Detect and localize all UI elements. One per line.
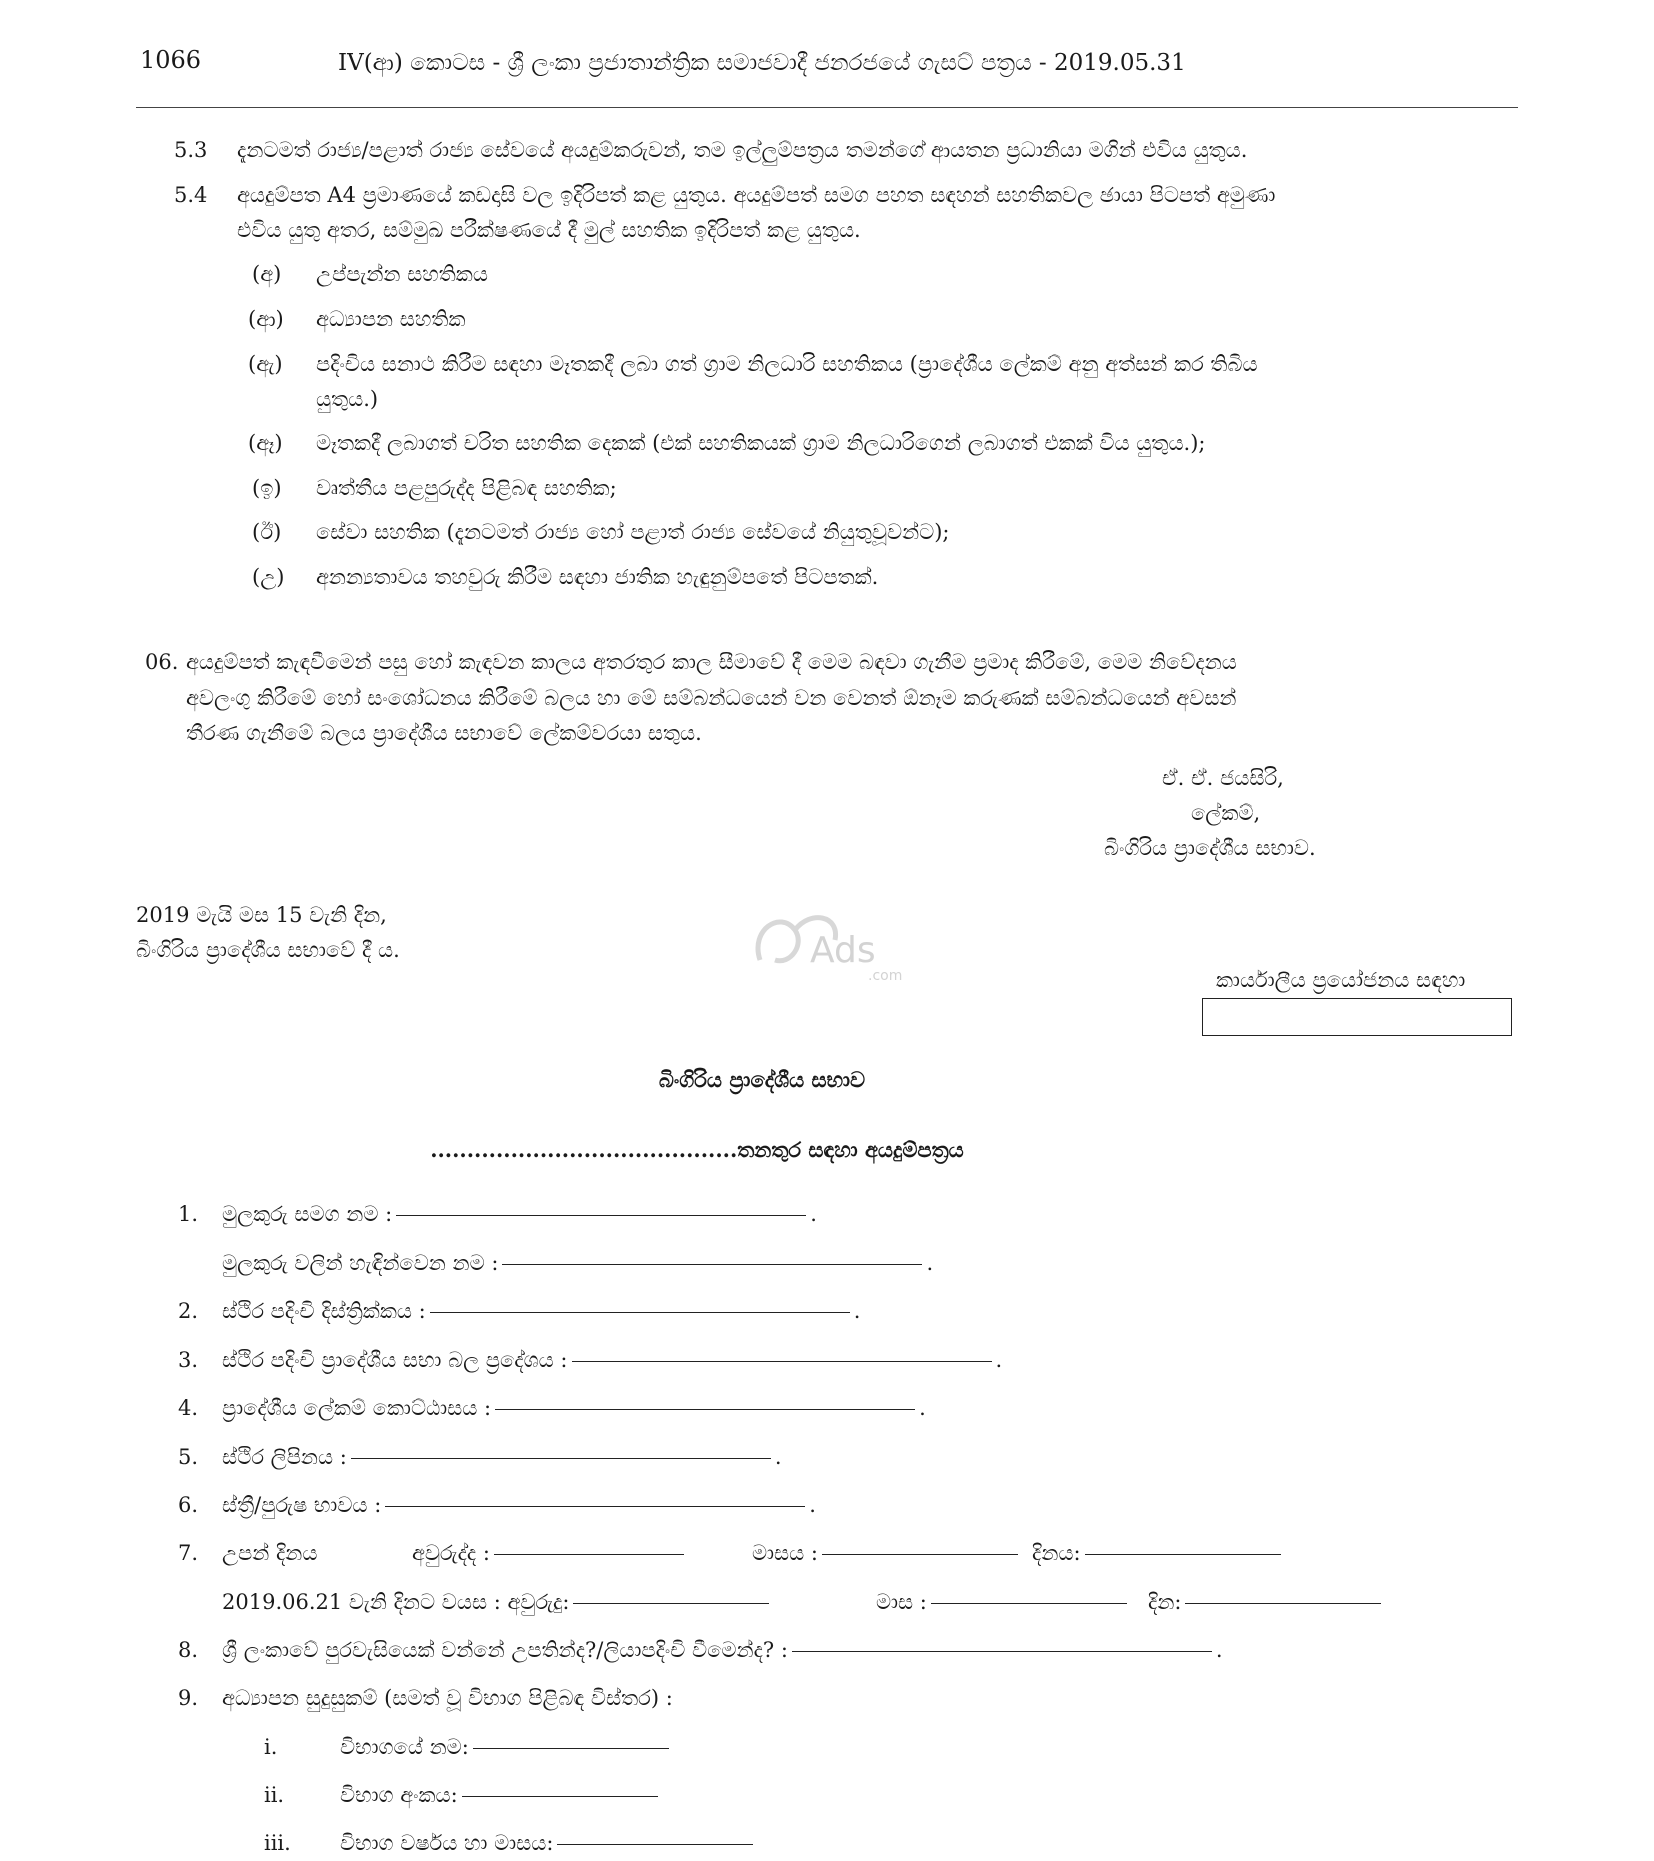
field-number: 5. — [178, 1445, 199, 1469]
page-number: 1066 — [140, 46, 202, 74]
form-org-title: බිංගිරිය ප්‍රාදේශීය සභාව — [658, 1067, 866, 1092]
field-label: විභාග අංකය: — [340, 1783, 458, 1807]
list-item-text-continued: යුතුය.) — [316, 387, 379, 411]
field-label: මුලකුරු සමග නම : — [222, 1202, 393, 1226]
field-blank[interactable] — [351, 1458, 771, 1459]
field-blank[interactable] — [494, 1554, 684, 1555]
list-item-label: (උ) — [252, 565, 285, 589]
field-label: දින: — [1148, 1590, 1182, 1614]
issue-date: 2019 මැයි මස 15 වැනි දින, — [136, 903, 387, 927]
field-blank[interactable] — [495, 1409, 915, 1410]
sub-field-number: i. — [264, 1735, 278, 1759]
list-item-label: (අ) — [252, 262, 282, 286]
office-use-label: කාර්යාලීය ප්‍රයෝජනය සඳහා — [1216, 968, 1466, 992]
field-blank[interactable] — [573, 1603, 769, 1604]
section-06-line2: අවලංගු කිරීමේ හෝ සංශෝධනය කිරීමේ බලය හා මේ සම්බන්ධයෙන් වන වෙනත් ඕනෑම කරුණක් සම්බන්ධයෙන් අවසන් — [186, 686, 1237, 710]
field-label: ස්ථිර ලිපිනය : — [222, 1445, 347, 1469]
field-number: 8. — [178, 1638, 199, 1662]
list-item-label: (ඉ) — [252, 476, 282, 500]
field-exam-year-month[interactable] — [340, 1825, 757, 1861]
field-blank[interactable] — [572, 1361, 992, 1362]
field-number: 3. — [178, 1348, 199, 1372]
field-label: ස්ථිර පදිංචි දිස්ත්‍රික්කය : — [222, 1299, 426, 1323]
field-label: ප්‍රාදේශීය ලේකම් කොට්ඨාසය : — [222, 1396, 492, 1420]
field-district[interactable]: ස්ථිර පදිංචි දිස්ත්‍රික්කය : . — [222, 1299, 861, 1323]
section-06-line1: අයදුම්පත් කැඳවීමෙන් පසු හෝ කැඳවන කාලය අතරතුර කාල සීමාවේ දී මෙම බඳවා ගැනීම ප්‍රමාද කිරීමේ, මෙම නිවේදනය — [186, 650, 1237, 674]
section-06-line3: තීරණ ගැනීමේ බලය ප්‍රාදේශීය සභාවේ ලේකම්වරයා සතුය. — [186, 721, 702, 745]
field-blank[interactable] — [792, 1651, 1212, 1652]
field-dob-label: උපන් දිනය — [222, 1541, 318, 1565]
field-citizenship[interactable]: ශ්‍රී ලංකාවේ පුරවැසියෙක් වන්නේ උපතින්ද?/ලියාපදිංචි වීමෙන්ද? : . — [222, 1638, 1223, 1662]
field-number: 2. — [178, 1299, 199, 1323]
field-education-label: අධ්‍යාපන සුදුසුකම් (සමත් වූ විභාග පිළිබඳ විස්තර) : — [222, 1686, 673, 1710]
watermark-suffix: .com — [868, 968, 903, 984]
section-5-4-line1: අයදුම්පත A4 ප්‍රමාණයේ කඩදාසි වල ඉදිරිපත් කළ යුතුය. අයදුම්පත් සමග පහත සඳහන් සහතිකවල ඡායා පිටපත් අමුණා — [237, 183, 1276, 207]
field-gender[interactable]: ස්ත්‍රී/පුරුෂ භාවය : . — [222, 1493, 816, 1517]
list-item-label: (ආ) — [248, 307, 284, 331]
header-divider — [136, 107, 1518, 108]
field-exam-index[interactable] — [340, 1777, 662, 1813]
field-blank[interactable] — [473, 1748, 669, 1749]
field-blank[interactable] — [931, 1603, 1127, 1604]
field-age[interactable] — [222, 1584, 773, 1620]
field-blank[interactable] — [502, 1264, 922, 1265]
field-number: 7. — [178, 1541, 199, 1565]
list-item-text: සේවා සහතික (දැනටමත් රාජ්‍ය හෝ පළාත් රාජ්‍ය සේවයේ නියුතුවූවන්ට); — [316, 520, 950, 544]
field-label: ස්ථිර පදිංචි ප්‍රාදේශීය සභා බල ප්‍රදේශය : — [222, 1348, 568, 1372]
field-number: 1. — [178, 1202, 199, 1226]
field-full-name[interactable]: මුලකුරු සමග නම : . — [222, 1202, 817, 1226]
watermark-logo — [740, 890, 940, 1000]
field-blank[interactable] — [396, 1215, 806, 1216]
signatory-org: බිංගිරිය ප්‍රාදේශීය සභාව. — [1104, 836, 1316, 860]
field-label: විභාගයේ නම: — [340, 1735, 469, 1759]
field-address[interactable]: ස්ථිර ලිපිනය : . — [222, 1445, 782, 1469]
field-age-days[interactable] — [1148, 1584, 1385, 1620]
signatory-role: ලේකම්, — [1191, 801, 1261, 825]
signatory-name: ඒ. ඒ. ජයසිරි, — [1162, 766, 1284, 790]
section-06-number: 06. — [145, 650, 179, 674]
section-5-3-number: 5.3 — [174, 138, 208, 162]
field-label: 2019.06.21 වැනි දිනට වයස : අවුරුදු: — [222, 1590, 570, 1614]
field-age-months[interactable] — [876, 1584, 1131, 1620]
list-item-text: උප්පැන්න සහතිකය — [316, 262, 488, 286]
list-item-text: අධ්‍යාපන සහතික — [316, 307, 466, 331]
list-item-text: පදිංචිය සනාථ කිරීම සඳහා මෑතකදී ලබා ගත් ග්‍රාම නිලධාරි සහතිකය (ප්‍රාදේශීය ලේකම් අනු අත්සන් කර තිබිය — [316, 352, 1258, 376]
field-label: මාසය : — [752, 1541, 818, 1565]
list-item-label: (ඇ) — [248, 352, 283, 376]
field-number: 4. — [178, 1396, 199, 1420]
form-post-title: ..........................................තනතුර සඳහා අයදුම්පත්‍රය — [430, 1137, 964, 1162]
field-ds-division[interactable]: ප්‍රාදේශීය ලේකම් කොට්ඨාසය : . — [222, 1396, 926, 1420]
issue-place: බිංගිරිය ප්‍රාදේශීය සභාවේ දී ය. — [136, 938, 400, 962]
field-blank[interactable] — [462, 1796, 658, 1797]
field-blank[interactable] — [822, 1554, 1018, 1555]
office-use-box[interactable] — [1202, 998, 1512, 1036]
field-label: මුලකුරු වලින් හැඳින්වෙන නම : — [222, 1251, 499, 1275]
section-5-3-text: දැනටමත් රාජ්‍ය/පළාත් රාජ්‍ය සේවයේ අයදුම්කරුවන්, තම ඉල්ලුම්පත්‍රය තමන්ගේ ආයතන ප්‍රධානියා මගින් එවිය යුතුය. — [237, 138, 1248, 162]
list-item-label: (ඈ) — [248, 431, 283, 455]
field-dob-month[interactable] — [752, 1535, 1022, 1571]
gazette-title: IV(ආ) කොටස - ශ්‍රී ලංකා ප්‍රජාතාන්ත්‍රික සමාජවාදී ජනරජයේ ගැසට් පත්‍රය - 2019.05.31 — [338, 50, 1186, 76]
field-blank[interactable] — [557, 1844, 753, 1845]
field-number: 9. — [178, 1686, 199, 1710]
section-5-4-line2: එවිය යුතු අතර, සම්මුඛ පරීක්ෂණයේ දී මුල් සහතික ඉදිරිපත් කළ යුතුය. — [237, 218, 861, 242]
field-pradeshiya-sabha[interactable]: ස්ථිර පදිංචි ප්‍රාදේශීය සභා බල ප්‍රදේශය : . — [222, 1348, 1003, 1372]
field-label: අවුරුද්ද : — [412, 1541, 490, 1565]
field-exam-name[interactable] — [340, 1729, 673, 1765]
list-item-text: මෑතකදී ලබාගත් චරිත සහතික දෙකක් (එක් සහතිකයක් ග්‍රාම නිලධාරිගෙන් ලබාගත් එකක් විය යුතුය.); — [316, 431, 1206, 455]
sub-field-number: iii. — [264, 1831, 291, 1855]
sub-field-number: ii. — [264, 1783, 285, 1807]
field-blank[interactable] — [385, 1506, 805, 1507]
field-label: දිනය: — [1032, 1541, 1081, 1565]
list-item-label: (ඊ) — [252, 520, 282, 544]
list-item-text: අනන්‍යතාවය තහවුරු කිරීම සඳහා ජාතික හැඳුනුම්පතේ පිටපතක්. — [316, 565, 879, 589]
section-5-4-number: 5.4 — [174, 183, 208, 207]
field-blank[interactable] — [430, 1312, 850, 1313]
list-item-text: වෘත්තීය පළපුරුද්ද පිළිබඳ සහතික; — [316, 476, 617, 500]
field-label: විභාග වර්ෂය හා මාසය: — [340, 1831, 554, 1855]
field-blank[interactable] — [1185, 1603, 1381, 1604]
watermark-brand: Ads — [810, 930, 876, 971]
field-label: මාස : — [876, 1590, 927, 1614]
field-label: ශ්‍රී ලංකාවේ පුරවැසියෙක් වන්නේ උපතින්ද?/ලියාපදිංචි වීමෙන්ද? : — [222, 1638, 788, 1662]
field-blank[interactable] — [1085, 1554, 1281, 1555]
field-dob-day[interactable] — [1032, 1535, 1285, 1571]
field-dob-year[interactable] — [412, 1535, 688, 1571]
field-number: 6. — [178, 1493, 199, 1517]
field-label: ස්ත්‍රී/පුරුෂ භාවය : — [222, 1493, 382, 1517]
field-name-by-initials[interactable]: මුලකුරු වලින් හැඳින්වෙන නම : . — [222, 1251, 934, 1275]
